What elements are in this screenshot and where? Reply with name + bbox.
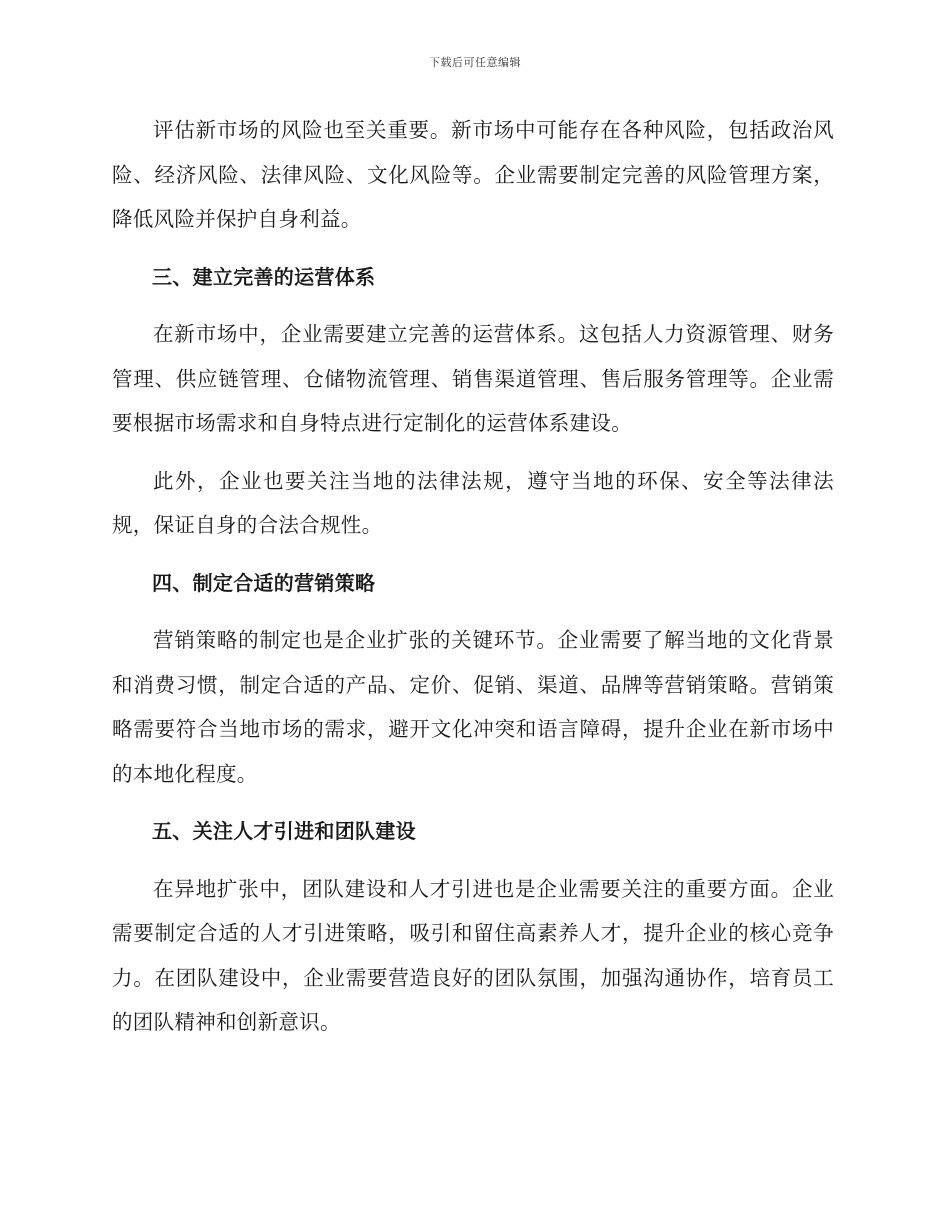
paragraph-operations-system: 在新市场中，企业需要建立完善的运营体系。这包括人力资源管理、财务管理、供应链管理、仓储物流管理、销售渠道管理、售后服务管理等。企业需要根据市场需求和自身特点进行定制化的运营体系建设。: [112, 322, 834, 435]
page-header: 下载后可任意编辑: [429, 56, 521, 69]
paragraph-marketing-strategy: 营销策略的制定也是企业扩张的关键环节。企业需要了解当地的文化背景和消费习惯，制定合适的产品、定价、促销、渠道、品牌等营销策略。营销策略需要符合当地市场的需求，避开文化冲突和语言障碍，提升企业在新市场中的本地化程度。: [112, 628, 834, 786]
heading-section-5: 五、关注人才引进和团队建设: [152, 819, 416, 843]
heading-section-4: 四、制定合适的营销策略: [152, 570, 376, 595]
document-body: [112, 108, 834, 1058]
heading-section-3: 三、建立完善的运营体系: [152, 264, 376, 289]
paragraph-legal-compliance: 此外，企业也要关注当地的法律法规，遵守当地的环保、安全等法律法规，保证自身的合法合规性。: [112, 468, 834, 537]
paragraph-risk-assessment: 评估新市场的风险也至关重要。新市场中可能存在各种风险，包括政治风险、经济风险、法律风险、文化风险等。企业需要制定完善的风险管理方案，降低风险并保护自身利益。: [112, 118, 834, 231]
paragraph-team-building: 在异地扩张中，团队建设和人才引进也是企业需要关注的重要方面。企业需要制定合适的人才引进策略，吸引和留住高素养人才，提升企业的核心竞争力。在团队建设中，企业需要营造良好的团队氛围，加强沟通协作，培育员工的团队精神和创新意识。: [112, 876, 834, 1034]
